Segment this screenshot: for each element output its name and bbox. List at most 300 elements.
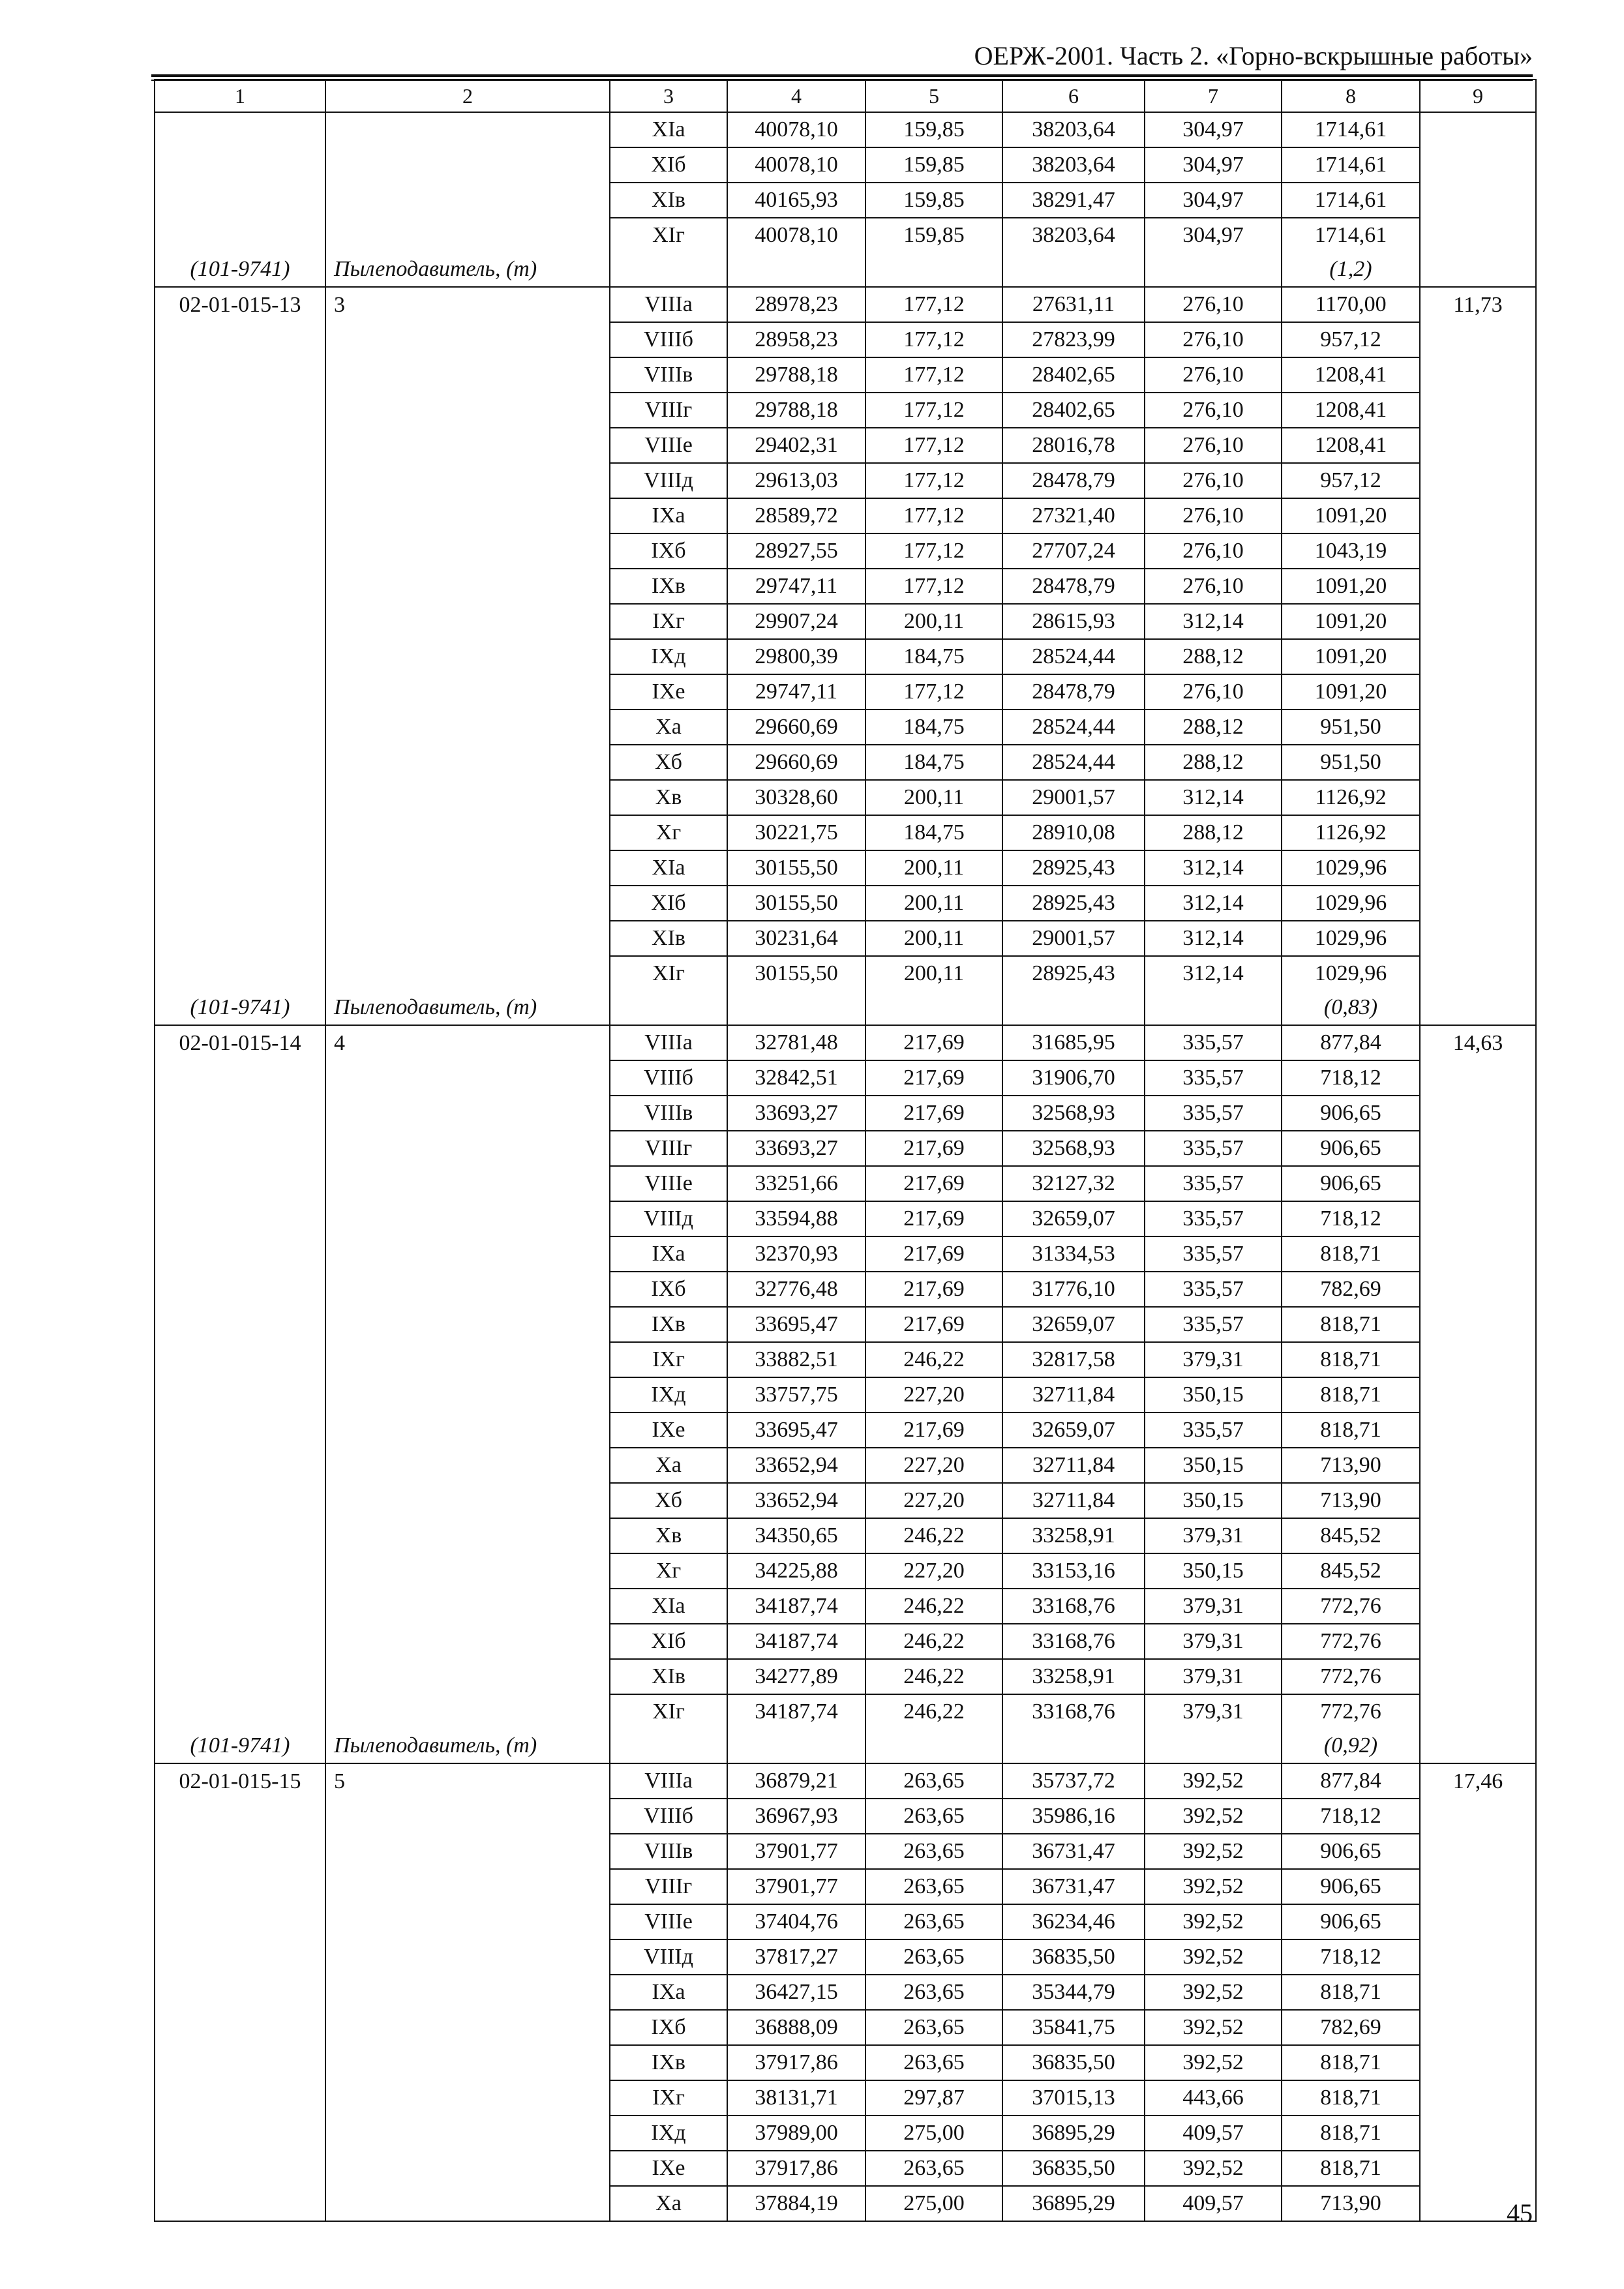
norm-code — [155, 710, 325, 745]
table-row — [155, 2045, 1536, 2080]
norm-label — [325, 533, 610, 569]
resource-code: (101-9741) — [155, 252, 325, 287]
value-cell: 32781,48 — [727, 1025, 865, 1060]
value-cell: 33652,94 — [727, 1448, 865, 1483]
norm-label — [325, 2151, 610, 2186]
value-cell: 36835,50 — [1002, 2045, 1145, 2080]
value-cell: 28524,44 — [1002, 639, 1145, 674]
norm-label — [325, 1799, 610, 1834]
norm-code — [155, 604, 325, 639]
value-cell: 217,69 — [865, 1096, 1002, 1131]
value-cell: 263,65 — [865, 1975, 1002, 2010]
table-row — [155, 1307, 1536, 1342]
column-9-value — [1420, 357, 1536, 393]
value-cell: 718,12 — [1282, 1201, 1420, 1236]
value-cell: 772,76 — [1282, 1589, 1420, 1624]
value-cell: 33757,75 — [727, 1377, 865, 1413]
value-cell: 33168,76 — [1002, 1624, 1145, 1659]
resource-quantity: (1,2) — [1282, 252, 1420, 287]
zone-cell: XIб — [610, 1624, 727, 1659]
value-cell: 288,12 — [1145, 745, 1282, 780]
norm-code: 02-01-015-13 — [155, 287, 325, 322]
column-9-value — [1420, 1060, 1536, 1096]
table-row — [155, 1166, 1536, 1201]
norm-code — [155, 1799, 325, 1834]
value-cell: 32659,07 — [1002, 1201, 1145, 1236]
value-cell: 335,57 — [1145, 1096, 1282, 1131]
value-cell: 28925,43 — [1002, 886, 1145, 921]
zone-cell: VIIIб — [610, 1799, 727, 1834]
column-9-value — [1420, 1201, 1536, 1236]
value-cell: 227,20 — [865, 1553, 1002, 1589]
norm-code: 02-01-015-14 — [155, 1025, 325, 1060]
value-cell: 772,76 — [1282, 1694, 1420, 1729]
table-row — [155, 1342, 1536, 1377]
column-9-value — [1420, 1342, 1536, 1377]
value-cell: 34350,65 — [727, 1518, 865, 1553]
table-row — [155, 1483, 1536, 1518]
value-cell: 38203,64 — [1002, 147, 1145, 183]
value-cell: 1091,20 — [1282, 498, 1420, 533]
value-cell: 818,71 — [1282, 2080, 1420, 2116]
value-cell: 33251,66 — [727, 1166, 865, 1201]
norm-label — [325, 2045, 610, 2080]
column-9-value — [1420, 604, 1536, 639]
value-cell: 36731,47 — [1002, 1834, 1145, 1869]
column-9-value — [1420, 780, 1536, 815]
empty-cell — [727, 991, 865, 1025]
value-cell: 33652,94 — [727, 1483, 865, 1518]
value-cell: 246,22 — [865, 1659, 1002, 1694]
value-cell: 28478,79 — [1002, 674, 1145, 710]
zone-cell: XIв — [610, 183, 727, 218]
column-9-value — [1420, 2116, 1536, 2151]
value-cell: 276,10 — [1145, 463, 1282, 498]
value-cell: 200,11 — [865, 956, 1002, 991]
value-cell: 31685,95 — [1002, 1025, 1145, 1060]
value-cell: 28402,65 — [1002, 393, 1145, 428]
table-row — [155, 1518, 1536, 1553]
value-cell: 392,52 — [1145, 1975, 1282, 2010]
value-cell: 28925,43 — [1002, 850, 1145, 886]
resource-name: Пылеподавитель, (т) — [325, 252, 610, 287]
zone-cell: VIIIг — [610, 1869, 727, 1904]
zone-cell: VIIIв — [610, 1834, 727, 1869]
norm-code — [155, 1413, 325, 1448]
table-row — [155, 1201, 1536, 1236]
value-cell: 877,84 — [1282, 1025, 1420, 1060]
table-row — [155, 463, 1536, 498]
zone-cell: XIа — [610, 850, 727, 886]
value-cell: 297,87 — [865, 2080, 1002, 2116]
value-cell: 32659,07 — [1002, 1413, 1145, 1448]
norm-label — [325, 1096, 610, 1131]
value-cell: 37884,19 — [727, 2186, 865, 2221]
value-cell: 276,10 — [1145, 498, 1282, 533]
table-row — [155, 1553, 1536, 1589]
value-cell: 217,69 — [865, 1307, 1002, 1342]
column-9-value — [1420, 956, 1536, 991]
norm-label — [325, 322, 610, 357]
zone-cell: IXа — [610, 1236, 727, 1272]
value-cell: 177,12 — [865, 463, 1002, 498]
value-cell: 29402,31 — [727, 428, 865, 463]
value-cell: 217,69 — [865, 1272, 1002, 1307]
table-row — [155, 1624, 1536, 1659]
value-cell: 33168,76 — [1002, 1694, 1145, 1729]
zone-cell: Xг — [610, 815, 727, 850]
value-cell: 38203,64 — [1002, 218, 1145, 252]
column-9-value — [1420, 2080, 1536, 2116]
norm-label — [325, 1694, 610, 1729]
zone-cell: IXа — [610, 498, 727, 533]
norm-code — [155, 1834, 325, 1869]
norm-label — [325, 815, 610, 850]
value-cell: 28016,78 — [1002, 428, 1145, 463]
zone-cell: IXг — [610, 2080, 727, 2116]
zone-cell: XIа — [610, 112, 727, 147]
value-cell: 877,84 — [1282, 1763, 1420, 1799]
value-cell: 29613,03 — [727, 463, 865, 498]
norm-label — [325, 956, 610, 991]
value-cell: 184,75 — [865, 639, 1002, 674]
norm-label — [325, 1904, 610, 1939]
value-cell: 713,90 — [1282, 1448, 1420, 1483]
zone-cell: IXв — [610, 2045, 727, 2080]
zone-cell: XIв — [610, 1659, 727, 1694]
value-cell: 335,57 — [1145, 1131, 1282, 1166]
norm-code — [155, 1904, 325, 1939]
value-cell: 335,57 — [1145, 1166, 1282, 1201]
value-cell: 1029,96 — [1282, 886, 1420, 921]
norm-label — [325, 886, 610, 921]
value-cell: 263,65 — [865, 1904, 1002, 1939]
value-cell: 1714,61 — [1282, 112, 1420, 147]
value-cell: 906,65 — [1282, 1869, 1420, 1904]
value-cell: 37404,76 — [727, 1904, 865, 1939]
column-9-value — [1420, 921, 1536, 956]
zone-cell: Xа — [610, 2186, 727, 2221]
value-cell: 288,12 — [1145, 815, 1282, 850]
value-cell: 33258,91 — [1002, 1659, 1145, 1694]
column-9-value — [1420, 1589, 1536, 1624]
norm-label — [325, 1307, 610, 1342]
column-9-value — [1420, 1553, 1536, 1589]
value-cell: 217,69 — [865, 1201, 1002, 1236]
value-cell: 40078,10 — [727, 218, 865, 252]
value-cell: 392,52 — [1145, 1869, 1282, 1904]
value-cell: 951,50 — [1282, 745, 1420, 780]
zone-cell: VIIIе — [610, 1166, 727, 1201]
norm-label — [325, 1624, 610, 1659]
value-cell: 276,10 — [1145, 357, 1282, 393]
norm-code — [155, 1624, 325, 1659]
norm-label: 4 — [325, 1025, 610, 1060]
norm-code — [155, 1096, 325, 1131]
table-row — [155, 745, 1536, 780]
value-cell: 818,71 — [1282, 1307, 1420, 1342]
column-9-value — [1420, 533, 1536, 569]
value-cell: 29747,11 — [727, 674, 865, 710]
value-cell: 379,31 — [1145, 1659, 1282, 1694]
value-cell: 35344,79 — [1002, 1975, 1145, 2010]
zone-cell: VIIIа — [610, 1025, 727, 1060]
zone-cell: IXв — [610, 569, 727, 604]
norm-code — [155, 183, 325, 218]
column-9-value — [1420, 569, 1536, 604]
norm-code — [155, 498, 325, 533]
column-9-value — [1420, 710, 1536, 745]
column-number: 5 — [865, 80, 1002, 112]
table-row — [155, 780, 1536, 815]
column-9-value — [1420, 1904, 1536, 1939]
value-cell: 906,65 — [1282, 1096, 1420, 1131]
norm-label — [325, 2116, 610, 2151]
value-cell: 263,65 — [865, 1799, 1002, 1834]
table-row — [155, 569, 1536, 604]
value-cell: 32127,32 — [1002, 1166, 1145, 1201]
norm-code — [155, 1518, 325, 1553]
norm-code — [155, 322, 325, 357]
zone-cell: VIIIд — [610, 1201, 727, 1236]
column-9-value — [1420, 1166, 1536, 1201]
norm-code: 02-01-015-15 — [155, 1763, 325, 1799]
value-cell: 38131,71 — [727, 2080, 865, 2116]
column-9-value — [1420, 1307, 1536, 1342]
column-9-value — [1420, 2010, 1536, 2045]
value-cell: 335,57 — [1145, 1307, 1282, 1342]
value-cell: 951,50 — [1282, 710, 1420, 745]
value-cell: 1714,61 — [1282, 218, 1420, 252]
norm-label — [325, 1589, 610, 1624]
value-cell: 33695,47 — [727, 1307, 865, 1342]
table-row — [155, 112, 1536, 147]
norm-label — [325, 1201, 610, 1236]
norm-code — [155, 1869, 325, 1904]
norm-label — [325, 1975, 610, 2010]
norm-label — [325, 780, 610, 815]
zone-cell: XIг — [610, 218, 727, 252]
value-cell: 29788,18 — [727, 393, 865, 428]
value-cell: 37917,86 — [727, 2151, 865, 2186]
value-cell: 28927,55 — [727, 533, 865, 569]
value-cell: 32370,93 — [727, 1236, 865, 1272]
empty-cell — [1002, 252, 1145, 287]
value-cell: 30155,50 — [727, 956, 865, 991]
value-cell: 33258,91 — [1002, 1518, 1145, 1553]
column-number-row — [155, 80, 1536, 112]
value-cell: 350,15 — [1145, 1553, 1282, 1589]
value-cell: 1126,92 — [1282, 780, 1420, 815]
value-cell: 200,11 — [865, 850, 1002, 886]
value-cell: 227,20 — [865, 1483, 1002, 1518]
value-cell: 263,65 — [865, 1939, 1002, 1975]
column-9-value — [1420, 1659, 1536, 1694]
value-cell: 30328,60 — [727, 780, 865, 815]
value-cell: 38291,47 — [1002, 183, 1145, 218]
column-9-value — [1420, 322, 1536, 357]
zone-cell: VIIIе — [610, 1904, 727, 1939]
norm-label — [325, 112, 610, 147]
table-row — [155, 322, 1536, 357]
empty-cell — [1002, 991, 1145, 1025]
column-9-value — [1420, 147, 1536, 183]
norm-code — [155, 1307, 325, 1342]
norm-label — [325, 1131, 610, 1166]
value-cell: 34277,89 — [727, 1659, 865, 1694]
value-cell: 1091,20 — [1282, 674, 1420, 710]
norm-label — [325, 1166, 610, 1201]
norm-code — [155, 1342, 325, 1377]
value-cell: 263,65 — [865, 2010, 1002, 2045]
value-cell: 288,12 — [1145, 639, 1282, 674]
empty-cell — [865, 1729, 1002, 1763]
value-cell: 276,10 — [1145, 393, 1282, 428]
value-cell: 246,22 — [865, 1342, 1002, 1377]
column-9-value — [1420, 252, 1536, 287]
column-9-value — [1420, 639, 1536, 674]
value-cell: 957,12 — [1282, 322, 1420, 357]
value-cell: 28478,79 — [1002, 569, 1145, 604]
value-cell: 184,75 — [865, 815, 1002, 850]
value-cell: 200,11 — [865, 780, 1002, 815]
value-cell: 184,75 — [865, 745, 1002, 780]
zone-cell: Xа — [610, 1448, 727, 1483]
value-cell: 718,12 — [1282, 1939, 1420, 1975]
value-cell: 34225,88 — [727, 1553, 865, 1589]
value-cell: 32659,07 — [1002, 1307, 1145, 1342]
value-cell: 818,71 — [1282, 1236, 1420, 1272]
value-cell: 335,57 — [1145, 1201, 1282, 1236]
value-cell: 906,65 — [1282, 1131, 1420, 1166]
table-row — [155, 2010, 1536, 2045]
table-row — [155, 991, 1536, 1025]
norm-code — [155, 1201, 325, 1236]
value-cell: 304,97 — [1145, 218, 1282, 252]
norm-label — [325, 1448, 610, 1483]
value-cell: 33594,88 — [727, 1201, 865, 1236]
document-title: ОЕРЖ-2001. Часть 2. «Горно-вскрышные работы» — [974, 41, 1533, 70]
value-cell: 37015,13 — [1002, 2080, 1145, 2116]
value-cell: 159,85 — [865, 112, 1002, 147]
price-table-body — [155, 80, 1536, 2221]
column-9-value — [1420, 1377, 1536, 1413]
column-9-value: 11,73 — [1420, 287, 1536, 322]
column-9-value: 14,63 — [1420, 1025, 1536, 1060]
value-cell: 30231,64 — [727, 921, 865, 956]
value-cell: 335,57 — [1145, 1413, 1282, 1448]
norm-label — [325, 745, 610, 780]
table-row — [155, 1763, 1536, 1799]
value-cell: 32842,51 — [727, 1060, 865, 1096]
table-row — [155, 604, 1536, 639]
table-row — [155, 183, 1536, 218]
value-cell: 217,69 — [865, 1131, 1002, 1166]
value-cell: 818,71 — [1282, 2045, 1420, 2080]
zone-cell: Xа — [610, 710, 727, 745]
value-cell: 782,69 — [1282, 2010, 1420, 2045]
norm-label — [325, 1060, 610, 1096]
norm-code — [155, 745, 325, 780]
empty-cell — [1145, 991, 1282, 1025]
value-cell: 1208,41 — [1282, 393, 1420, 428]
value-cell: 36895,29 — [1002, 2186, 1145, 2221]
value-cell: 818,71 — [1282, 1377, 1420, 1413]
norm-code — [155, 1377, 325, 1413]
value-cell: 29001,57 — [1002, 921, 1145, 956]
value-cell: 27631,11 — [1002, 287, 1145, 322]
value-cell: 392,52 — [1145, 1834, 1282, 1869]
value-cell: 33693,27 — [727, 1131, 865, 1166]
norm-code — [155, 218, 325, 252]
norm-label — [325, 428, 610, 463]
value-cell: 263,65 — [865, 1834, 1002, 1869]
value-cell: 28524,44 — [1002, 745, 1145, 780]
value-cell: 33168,76 — [1002, 1589, 1145, 1624]
zone-cell: VIIIа — [610, 1763, 727, 1799]
value-cell: 217,69 — [865, 1236, 1002, 1272]
value-cell: 379,31 — [1145, 1342, 1282, 1377]
table-row — [155, 498, 1536, 533]
norm-label — [325, 569, 610, 604]
value-cell: 36835,50 — [1002, 2151, 1145, 2186]
norm-label — [325, 1869, 610, 1904]
value-cell: 28978,23 — [727, 287, 865, 322]
norm-code — [155, 2151, 325, 2186]
column-number: 9 — [1420, 80, 1536, 112]
zone-cell: VIIIг — [610, 393, 727, 428]
norm-label — [325, 850, 610, 886]
column-9-value — [1420, 815, 1536, 850]
table-row — [155, 2116, 1536, 2151]
value-cell: 312,14 — [1145, 604, 1282, 639]
value-cell: 36427,15 — [727, 1975, 865, 2010]
value-cell: 1029,96 — [1282, 956, 1420, 991]
value-cell: 29907,24 — [727, 604, 865, 639]
column-9-value — [1420, 1448, 1536, 1483]
norm-label — [325, 1834, 610, 1869]
value-cell: 335,57 — [1145, 1272, 1282, 1307]
value-cell: 37817,27 — [727, 1939, 865, 1975]
zone-cell: IXд — [610, 639, 727, 674]
value-cell: 392,52 — [1145, 1904, 1282, 1939]
value-cell: 28958,23 — [727, 322, 865, 357]
value-cell: 217,69 — [865, 1025, 1002, 1060]
norm-label — [325, 1553, 610, 1589]
zone-cell: VIIIа — [610, 287, 727, 322]
value-cell: 312,14 — [1145, 921, 1282, 956]
norm-label — [325, 1377, 610, 1413]
column-9-value — [1420, 1834, 1536, 1869]
value-cell: 36234,46 — [1002, 1904, 1145, 1939]
norm-code — [155, 815, 325, 850]
resource-name: Пылеподавитель, (т) — [325, 1729, 610, 1763]
value-cell: 29660,69 — [727, 745, 865, 780]
zone-cell: VIIIг — [610, 1131, 727, 1166]
value-cell: 177,12 — [865, 287, 1002, 322]
column-9-value — [1420, 2151, 1536, 2186]
value-cell: 392,52 — [1145, 2045, 1282, 2080]
norm-code — [155, 1483, 325, 1518]
value-cell: 177,12 — [865, 393, 1002, 428]
zone-cell: VIIIд — [610, 1939, 727, 1975]
column-9-value — [1420, 2045, 1536, 2080]
table-row — [155, 2080, 1536, 2116]
value-cell: 32568,93 — [1002, 1096, 1145, 1131]
value-cell: 312,14 — [1145, 956, 1282, 991]
value-cell: 906,65 — [1282, 1166, 1420, 1201]
table-row — [155, 1939, 1536, 1975]
